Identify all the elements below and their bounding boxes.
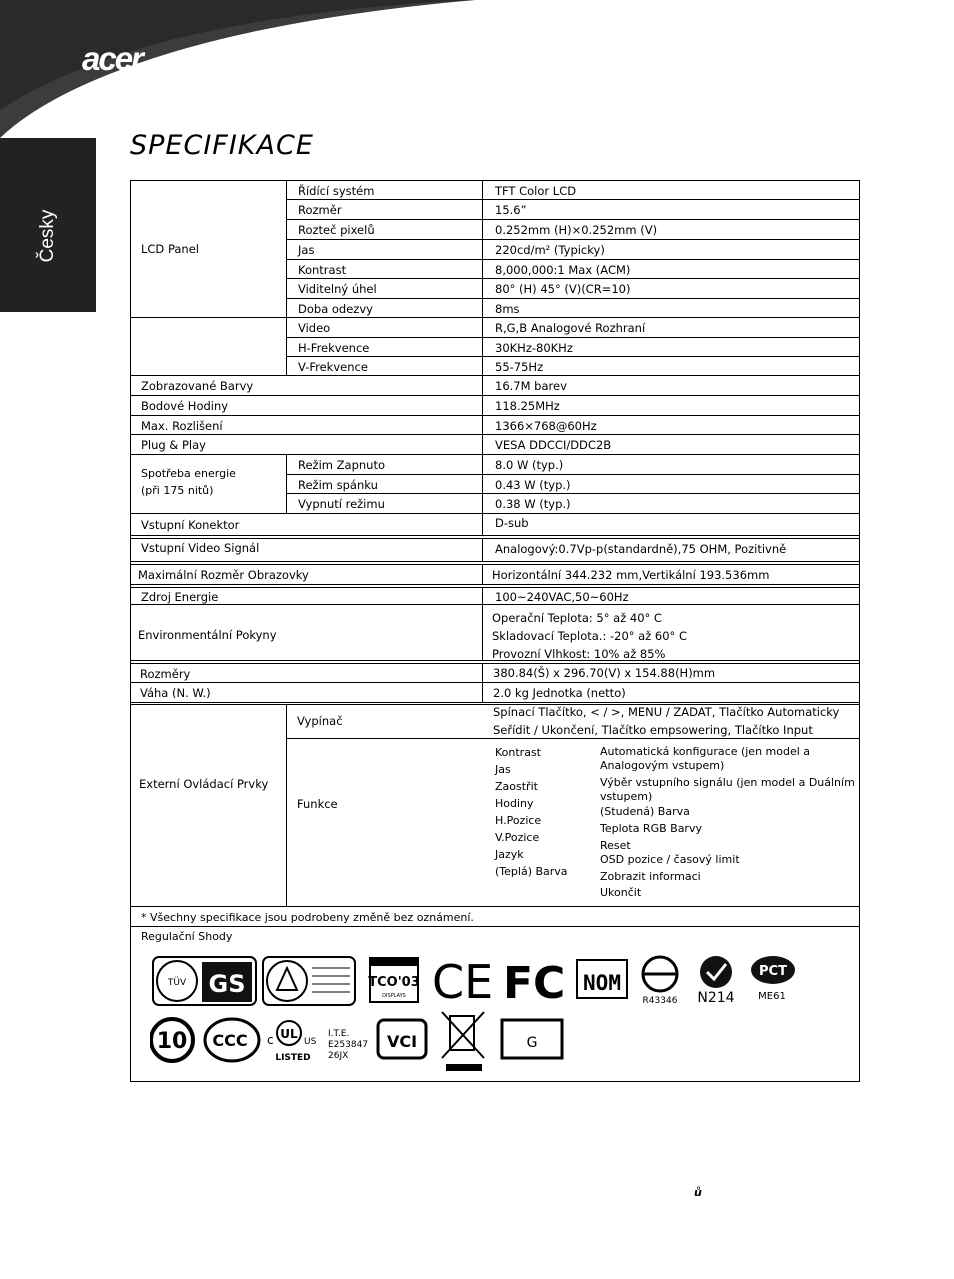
row-divider [130,587,860,588]
vci-icon [378,1020,426,1058]
certification-logos [150,954,865,1074]
spec-value: R,G,B Analogové Rozhraní [495,321,646,335]
spec-value: 0.43 W (typ.) [495,478,571,492]
spec-value: 16.7M barev [495,379,567,393]
spec-value: 380.84(Š) x 296.70(V) x 154.88(H)mm [493,666,716,680]
row-divider [130,454,860,455]
function-item: Automatická konfigurace (jen model a [600,745,811,758]
spec-value: 2.0 kg Jednotka (netto) [493,686,626,700]
function-item: Ukončit [600,886,642,899]
spec-label: Zobrazované Barvy [141,379,254,393]
spec-label: Vstupní Video Signál [141,541,260,555]
col-divider [482,454,483,513]
function-item: (Studená) Barva [600,805,690,818]
section-divider [130,906,860,907]
col-divider [482,663,483,682]
function-item: (Teplá) Barva [495,865,568,878]
spec-label: Řídící systém [298,184,375,198]
function-item: Kontrast [495,746,541,759]
spec-label: Video [298,321,331,335]
page-number: ů [694,1186,702,1199]
row-divider [130,564,860,565]
function-item: Analogovým vstupem) [600,759,725,772]
function-item: Teplota RGB Barvy [600,822,702,835]
spec-label: Max. Rozlišení [141,419,223,433]
row-divider [130,663,860,664]
col-divider [482,180,483,317]
row-divider [130,415,860,416]
svg-text:NOM: NOM [583,971,621,995]
svg-text:G: G [526,1035,538,1051]
fcc-icon: FC [503,958,566,1009]
function-item: Výběr vstupního signálu (jen model a Duálním [600,776,855,789]
page-title: SPECIFIKACE [130,130,314,161]
ccc-icon [205,1019,259,1061]
function-item: Jazyk [495,848,524,861]
spec-label: H-Frekvence [298,341,370,355]
row-divider [130,395,860,396]
col-divider [482,375,483,454]
controls-label: Externí Ovládací Prvky [139,777,269,791]
row-divider [286,259,860,260]
spec-value: 8,000,000:1 Max (ACM) [495,263,631,277]
ten-year-icon [151,1019,193,1061]
spec-label: Plug & Play [141,438,206,452]
switch-line: Spínací Tlačítko, < / >, MENU / ZADAT, Tlačítko Automaticky [493,705,840,719]
ce-icon: CE [432,955,494,1009]
function-item: vstupem) [600,790,653,803]
switch-label: Vypínač [297,714,343,728]
spec-value: 30KHz-80KHz [495,341,573,355]
row-divider [286,738,860,739]
spec-value: 118.25MHz [495,399,560,413]
handshake-icon [502,1020,562,1058]
spec-value: 8ms [495,302,520,316]
spec-value: VESA DDCCI/DDC2B [495,438,612,452]
spec-label: V-Frekvence [298,360,368,374]
row-divider [130,538,860,539]
section-divider [130,317,860,318]
spec-label: Jas [298,243,315,257]
tuv-gs-icon [153,957,256,1005]
power-label: Spotřeba energie [141,467,236,480]
function-label: Funkce [297,797,338,811]
r43346-icon [643,957,678,1006]
row-divider [130,561,860,562]
gs-text: GS [208,970,246,998]
section-divider [130,513,860,514]
switch-line: Seřídit / Ukončení, Tlačítko empsowering, Tlačítko Input [493,723,813,737]
footnote: * Všechny specifikace jsou podrobeny změně bez oznámení. [141,911,474,924]
col-divider [482,513,483,535]
svg-text:10: 10 [156,1029,188,1054]
environment-label: Environmentální Pokyny [138,628,277,642]
svg-text:I.T.E.: I.T.E. [328,1029,350,1039]
spec-value: D-sub [495,516,529,530]
svg-text:26JX: 26JX [328,1051,349,1061]
header-swoosh [0,0,954,140]
function-item: Hodiny [495,797,534,810]
col-divider [482,682,483,702]
spec-value: 8.0 W (typ.) [495,458,564,472]
function-item: Jas [495,763,511,776]
row-divider [286,337,860,338]
regulatory-label: Regulační Shody [141,930,233,943]
spec-label: Rozměr [298,203,342,217]
pct-me61-icon [751,956,795,1002]
row-divider [286,474,860,475]
lcd-panel-label: LCD Panel [141,242,199,256]
tco-icon [368,958,420,1002]
tuv-text: TÜV [167,978,187,988]
tuv-ergo-icon [263,957,355,1005]
svg-text:c: c [267,1033,274,1047]
function-item: OSD pozice / časový limit [600,853,740,866]
col-divider [482,564,483,584]
spec-value: Analogový:0.7Vp-p(standardně),75 OHM, Pozitivně [495,542,787,556]
spec-label: Maximální Rozměr Obrazovky [138,568,309,582]
row-divider [286,278,860,279]
function-item: H.Pozice [495,814,542,827]
svg-text:UL: UL [280,1027,298,1041]
environment-line: Provozní Vlhkost: 10% až 85% [492,647,666,661]
function-item: Zobrazit informaci [600,870,701,883]
col-divider [482,317,483,375]
row-divider [286,199,860,200]
col-divider [286,704,287,906]
row-divider [130,584,860,585]
col-divider [286,317,287,375]
svg-text:LISTED: LISTED [275,1053,311,1063]
spec-value: 220cd/m² (Typicky) [495,243,605,257]
tco-text: TCO'03 [368,975,420,990]
spec-label: Vstupní Konektor [141,518,240,532]
acer-logo: acer [82,40,142,77]
spec-value: 55-75Hz [495,360,544,374]
col-divider [286,454,287,513]
function-item: Reset [600,839,631,852]
col-divider [482,538,483,561]
col-divider [482,587,483,604]
svg-text:R43346: R43346 [642,996,678,1006]
spec-value: 0.38 W (typ.) [495,497,571,511]
spec-label: Režim Zapnuto [298,458,385,472]
col-divider [286,180,287,317]
row-divider [286,298,860,299]
function-item: V.Pozice [495,831,540,844]
row-divider [130,702,860,703]
row-divider [130,926,860,927]
power-label-sub: (při 175 nitů) [141,484,214,497]
row-divider [130,535,860,536]
row-divider [286,493,860,494]
language-label: Česky [37,209,58,263]
svg-text:N214: N214 [697,990,735,1006]
svg-text:PCT: PCT [759,964,787,979]
svg-text:ME61: ME61 [758,991,786,1002]
svg-text:US: US [304,1037,317,1047]
row-divider [286,356,860,357]
spec-label: Bodové Hodiny [141,399,229,413]
spec-label: Režim spánku [298,478,378,492]
ul-listed-icon [267,1021,368,1063]
row-divider [130,682,860,683]
function-item: Zaostřit [495,780,538,793]
section-divider [130,375,860,376]
svg-text:E253847: E253847 [328,1040,369,1050]
col-divider [482,604,483,660]
spec-label: Váha (N. W.) [140,686,211,700]
spec-value: 80° (H) 45° (V)(CR=10) [495,282,631,296]
spec-label: Zdroj Energie [141,590,219,604]
spec-label: Rozteč pixelů [298,223,375,237]
spec-label: Kontrast [298,263,347,277]
spec-value: 1366×768@60Hz [495,419,597,433]
row-divider [286,219,860,220]
n214-icon [697,956,734,1006]
spec-value: 0.252mm (H)×0.252mm (V) [495,223,658,237]
nom-icon [577,960,627,998]
spec-value: TFT Color LCD [495,184,577,198]
svg-text:VCI: VCI [386,1032,418,1051]
spec-label: Vypnutí režimu [298,497,385,511]
spec-label: Rozměry [140,667,191,681]
svg-text:CCC: CCC [212,1031,248,1050]
spec-label: Viditelný úhel [298,282,377,296]
tco-sub-text: DISPLAYS [382,993,406,999]
spec-value: 15.6” [495,203,527,217]
row-divider [130,604,860,605]
row-divider [286,239,860,240]
spec-value: 100~240VAC,50~60Hz [495,590,629,604]
spec-value: Horizontální 344.232 mm,Vertikální 193.536mm [492,568,770,582]
environment-line: Operační Teplota: 5° až 40° C [492,611,662,625]
row-divider [130,434,860,435]
spec-label: Doba odezvy [298,302,373,316]
weee-bin-icon [442,1012,484,1071]
environment-line: Skladovací Teplota.: -20° až 60° C [492,629,687,643]
